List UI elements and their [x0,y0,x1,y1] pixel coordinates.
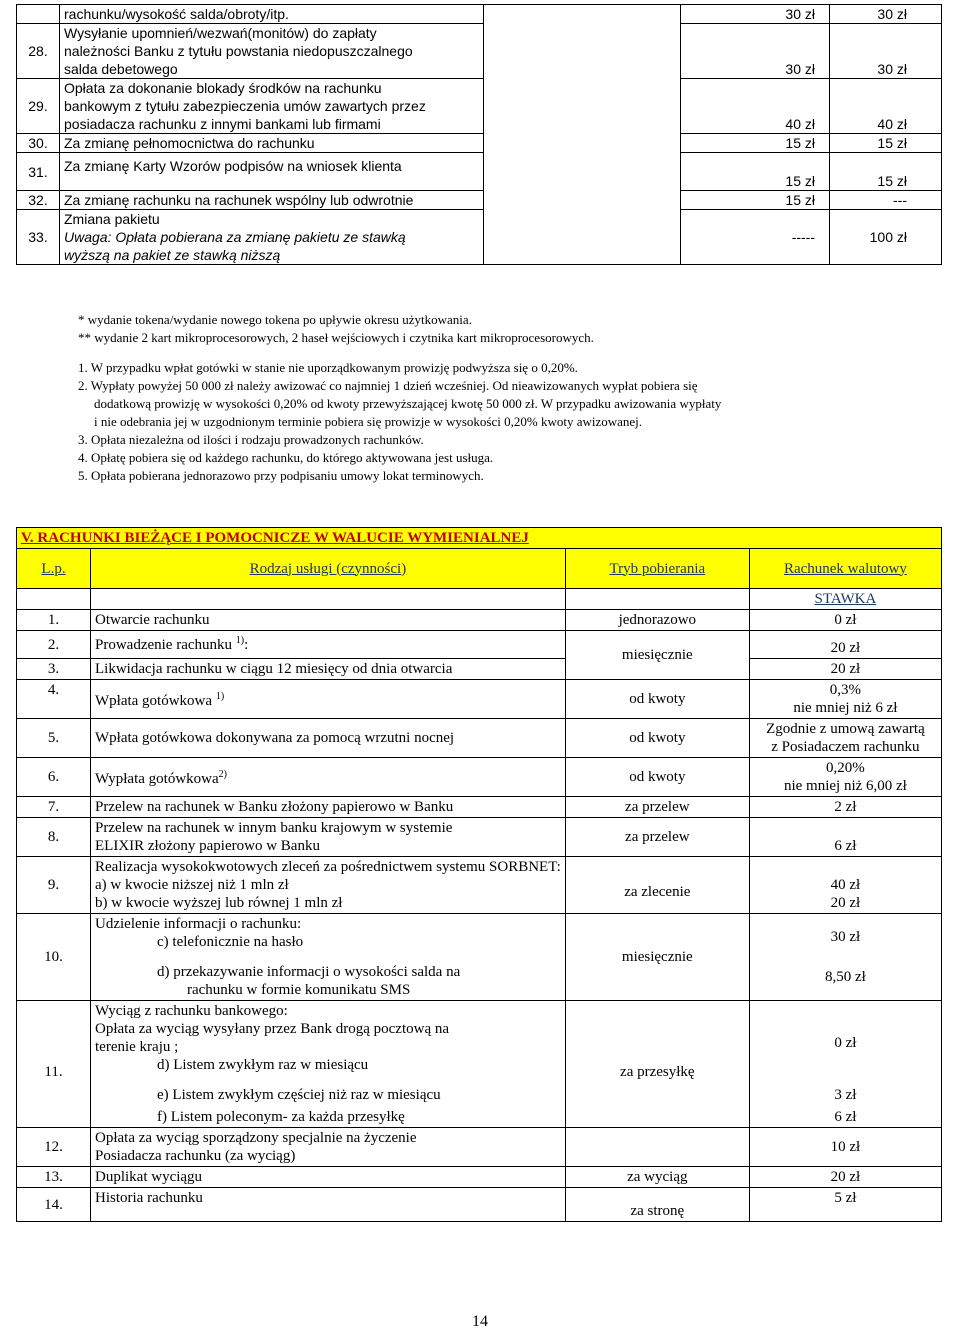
note: 1. W przypadku wpłat gotówki w stanie nie uporządkowanym prowizję podwyższa się o 0,20%. [78,360,578,375]
row-value: 30 zł [681,5,830,24]
note: 2. Wypłaty powyżej 50 000 zł należy awizować co najmniej 1 dzień wcześniej. Od nieawizowanych wypłat pobiera się [78,378,698,393]
row-desc: Za zmianę Karty Wzorów podpisów na wniosek klienta [60,153,484,191]
row-desc: Opłata za dokonanie blokady środków na rachunku bankowym z tytułu zabezpieczenia umów zawartych przez posiadacza rachunku z innymi bankami lub firmami [60,79,484,134]
row-desc: Wysyłanie upomnień/wezwań(monitów) do zapłaty należności Banku z tytułu powstania niedopuszczalnego salda debetowego [60,24,484,79]
foreign-currency-accounts-table [16,527,942,1222]
row-value: 15 zł [681,153,830,191]
table-row [17,134,942,153]
note: 5. Opłata pobierana jednorazowo przy podpisaniu umowy lokat terminowych. [78,468,484,483]
row-value: 40 zł [830,79,942,134]
table-row: 6. Wypłata gotówkowa$^{2)}$ od kwoty 0,20% nie mniej niż 6,00 zł [17,758,942,797]
row-number: 31. [17,153,60,191]
table-row [17,191,942,210]
table-row: 10. Udzielenie informacji o rachunku: c) telefonicznie na hasło d) przekazywanie informacji o wysokości salda na rachunku w formie komunikatu SMS miesięcznie 30 zł 8,50 zł [17,914,942,1001]
table-row [17,5,942,24]
header-service: Rodzaj usługi (czynności) [91,549,566,589]
note: i nie odebrania jej w uzgodnionym terminie pobiera się prowizje w wysokości 0,20% kwoty awizowanej. [94,414,643,429]
section-title-row [17,528,942,549]
note: 4. Opłatę pobiera się od każdego rachunku, do którego aktywowana jest usługa. [78,450,494,465]
page-number: 14 [472,1313,488,1330]
row-desc: Za zmianę rachunku na rachunek wspólny lub odwrotnie [60,191,484,210]
row-value: ----- [681,210,830,265]
table-row: 13. Duplikat wyciągu za wyciąg 20 zł [17,1167,942,1188]
row-number: 29. [17,79,60,134]
header-rate: STAWKA [749,589,941,610]
row-value: 40 zł [681,79,830,134]
table-row [17,210,942,265]
table-row: 12. Opłata za wyciąg sporządzony specjalnie na życzenie Posiadacza rachunku (za wyciąg) 10 zł [17,1128,942,1167]
row-desc: rachunku/wysokość salda/obroty/itp. [60,5,484,24]
row-desc: Zmiana pakietu Uwaga: Opłata pobierana za zmianę pakietu ze stawką wyższą na pakiet ze stawką niższą [60,210,484,265]
row-desc: Za zmianę pełnomocnictwa do rachunku [60,134,484,153]
header-rate-row [17,589,942,610]
note: 3. Opłata niezależna od ilości i rodzaju prowadzonych rachunków. [78,432,424,447]
table-row: 11. Wyciąg z rachunku bankowego: Opłata za wyciąg wysyłany przez Bank drogą pocztową na terenie kraju ; d) Listem zwykłym raz w miesiącu e) Listem zwykłym częściej niż raz w miesiącu f) Listem poleconym- za każda przesyłkę za przesyłkę 0 zł 3 zł 6 zł [17,1001,942,1128]
row-value: 30 zł [830,5,942,24]
section-title: V. RACHUNKI BIEŻĄCE I POMOCNICZE W WALUCIE WYMIENIALNEJ [17,528,942,549]
footnote: ** wydanie 2 kart mikroprocesorowych, 2 haseł wejściowych i czytnika kart mikroprocesorowych. [78,330,594,345]
table-row: 2. Prowadzenie rachunku $^{1)}$: miesięcznie 20 zł [17,631,942,659]
row-value: --- [830,191,942,210]
table-row: 4. Wpłata gotówkowa $^{1)}$ od kwoty 0,3% nie mniej niż 6 zł [17,680,942,719]
table-row: 7. Przelew na rachunek w Banku złożony papierowo w Banku za przelew 2 zł [17,797,942,818]
header-account: Rachunek walutowy [749,549,941,589]
row-number: 33. [17,210,60,265]
row-value: 15 zł [830,134,942,153]
table-row: 1. Otwarcie rachunku jednorazowo 0 zł [17,610,942,631]
table-row: 8. Przelew na rachunek w innym banku krajowym w systemie ELIXIR złożony papierowo w Banku za przelew 6 zł [17,818,942,857]
row-value: 30 zł [830,24,942,79]
row-value: 30 zł [681,24,830,79]
row-value: 15 zł [681,134,830,153]
row-number: 28. [17,24,60,79]
header-mode: Tryb pobierania [565,549,749,589]
row-value: 15 zł [830,153,942,191]
footnotes [78,311,721,485]
footnote: * wydanie tokena/wydanie nowego tokena po upływie okresu użytkowania. [78,312,472,327]
row-number: 32. [17,191,60,210]
header-lp: L.p. [17,549,91,589]
table-row: 3. Likwidacja rachunku w ciągu 12 miesięcy od dnia otwarcia 20 zł [17,659,942,680]
row-number: 30. [17,134,60,153]
row-value: 15 zł [681,191,830,210]
table-row [17,153,942,191]
header-row [17,549,942,589]
row-value: 100 zł [830,210,942,265]
table-row: 5. Wpłata gotówkowa dokonywana za pomocą wrzutni nocnej od kwoty Zgodnie z umową zawartą z Posiadaczem rachunku [17,719,942,758]
table-row [17,79,942,134]
table-row: 14. Historia rachunku za stronę 5 zł [17,1188,942,1222]
note: dodatkową prowizję w wysokości 0,20% od kwoty przewyższającej kwotę 50 000 zł. W przypadku awizowania wypłaty [94,396,722,411]
fees-table-continued [16,4,942,265]
table-row [17,24,942,79]
table-row: 9. Realizacja wysokokwotowych zleceń za pośrednictwem systemu SORBNET: a) w kwocie niższej niż 1 mln zł b) w kwocie wyższej lub równej 1 mln zł za zlecenie 40 zł 20 zł [17,857,942,914]
